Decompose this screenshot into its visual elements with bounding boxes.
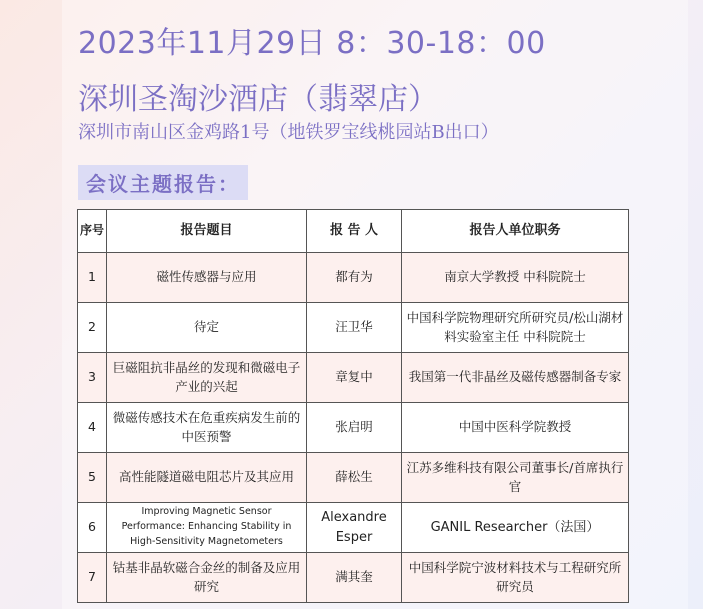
table-row xyxy=(78,503,629,553)
cell-speaker: Alexandre Esper xyxy=(307,503,402,553)
cell-no: 7 xyxy=(78,553,107,603)
cell-no: 5 xyxy=(78,453,107,503)
header-affiliation: 报告人单位职务 xyxy=(402,210,629,253)
table-row xyxy=(78,403,629,453)
cell-speaker: 薛松生 xyxy=(307,453,402,503)
cell-speaker: 都有为 xyxy=(307,253,402,303)
cell-speaker: 满其奎 xyxy=(307,553,402,603)
header-topic: 报告题目 xyxy=(107,210,307,253)
cell-speaker: 汪卫华 xyxy=(307,303,402,353)
header-no: 序号 xyxy=(78,210,107,253)
cell-no: 1 xyxy=(78,253,107,303)
event-venue: 深圳圣淘沙酒店（翡翠店） xyxy=(78,82,438,117)
event-datetime: 2023年11月29日 8：30-18：00 xyxy=(78,26,546,61)
section-title: 会议主题报告： xyxy=(78,165,248,200)
cell-topic: 微磁传感技术在危重疾病发生前的中医预警 xyxy=(107,403,307,453)
cell-no: 3 xyxy=(78,353,107,403)
cell-affiliation: 中国科学院物理研究所研究员/松山湖材料实验室主任 中科院院士 xyxy=(402,303,629,353)
table-row xyxy=(78,303,629,353)
cell-affiliation: GANIL Researcher（法国） xyxy=(402,503,629,553)
cell-affiliation: 中国中医科学院教授 xyxy=(402,403,629,453)
table-row xyxy=(78,353,629,403)
cell-topic: 巨磁阻抗非晶丝的发现和微磁电子产业的兴起 xyxy=(107,353,307,403)
table-row xyxy=(78,453,629,503)
cell-affiliation: 我国第一代非晶丝及磁传感器制备专家 xyxy=(402,353,629,403)
cell-speaker: 张启明 xyxy=(307,403,402,453)
cell-topic: 待定 xyxy=(107,303,307,353)
cell-affiliation: 南京大学教授 中科院院士 xyxy=(402,253,629,303)
cell-topic: Improving Magnetic Sensor Performance: Enhancing Stability in High-Sensitivity Magnetometers xyxy=(107,503,307,553)
cell-no: 2 xyxy=(78,303,107,353)
cell-affiliation: 中国科学院宁波材料技术与工程研究所 研究员 xyxy=(402,553,629,603)
cell-topic: 高性能隧道磁电阻芯片及其应用 xyxy=(107,453,307,503)
table-row xyxy=(78,253,629,303)
cell-topic: 钴基非晶软磁合金丝的制备及应用研究 xyxy=(107,553,307,603)
cell-affiliation: 江苏多维科技有限公司董事长/首席执行官 xyxy=(402,453,629,503)
cell-topic: 磁性传感器与应用 xyxy=(107,253,307,303)
cell-speaker: 章复中 xyxy=(307,353,402,403)
cell-no: 6 xyxy=(78,503,107,553)
event-address: 深圳市南山区金鸡路1号（地铁罗宝线桃园站B出口） xyxy=(78,122,499,143)
table-header-row xyxy=(78,210,629,253)
report-table xyxy=(77,209,629,603)
header-speaker: 报 告 人 xyxy=(307,210,402,253)
cell-no: 4 xyxy=(78,403,107,453)
table-row xyxy=(78,553,629,603)
